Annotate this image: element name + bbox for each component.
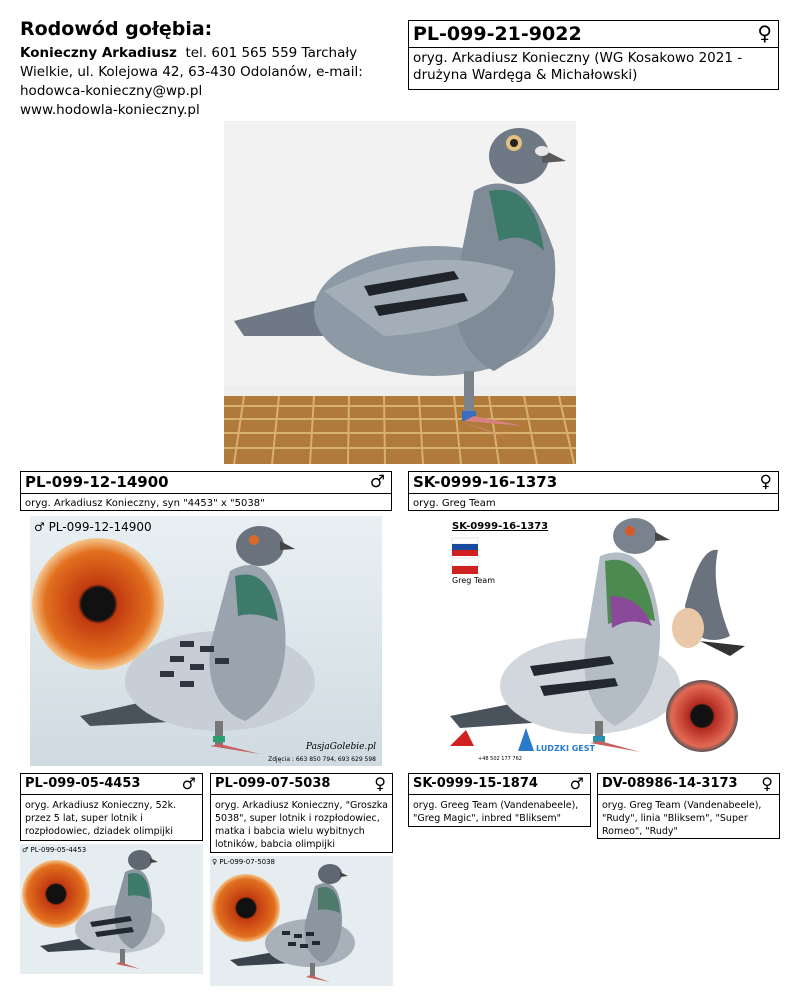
mother-photo-label: SK-0999-16-1373: [452, 521, 549, 532]
maternal-grandmother-description: oryg. Greg Team (Vandenabeele), "Rudy", linia "Bliksem", "Super Romeo", "Rudy": [602, 800, 762, 837]
paternal-grandmother-ring: PL-099-07-5038: [215, 776, 331, 791]
paternal-grandfather-box: [20, 773, 203, 841]
mother-description: oryg. Greg Team: [413, 498, 496, 509]
maternal-grandfather-description: oryg. Greeg Team (Vandenabeele), "Greg Magic", inbred "Bliksem": [413, 800, 579, 824]
father-photo-label: ♂ PL-099-12-14900: [34, 520, 152, 534]
main-ring-number: PL-099-21-9022: [413, 23, 582, 45]
paternal-grandfather-photo-label: ♂ PL-099-05-4453: [22, 846, 87, 854]
male-icon: ♂: [569, 774, 584, 793]
male-icon: ♂: [181, 774, 196, 793]
mother-photo-phone: +48 502 177 762: [478, 756, 522, 762]
mother-photo-logo: LUDZKI GEST: [536, 744, 595, 753]
father-box: [20, 471, 392, 511]
female-icon: ♀: [761, 774, 773, 793]
maternal-grandmother-ring: DV-08986-14-3173: [602, 776, 738, 791]
paternal-grandmother-box: [210, 773, 393, 853]
breeder-website[interactable]: www.hodowla-konieczny.pl: [20, 102, 200, 118]
mother-ring-number: SK-0999-16-1373: [413, 473, 558, 491]
breeder-contact: tel. 601 565 559 Tarchały Wielkie, ul. Kolejowa 42, 63-430 Odolanów, e-mail: hodowca-konieczny@wp.pl: [20, 45, 363, 99]
father-photo-brand: PasjaGolebie.pl: [305, 742, 376, 752]
maternal-grandfather-ring: SK-0999-15-1874: [413, 776, 538, 791]
father-pigeon-photo: [30, 516, 382, 766]
paternal-grandfather-description: oryg. Arkadiusz Konieczny, 52k. przez 5 lat, super lotnik i rozpłodowiec, dziadek olimpijki: [25, 800, 177, 837]
maternal-grandmother-box: [597, 773, 780, 839]
paternal-grandmother-photo: [210, 856, 393, 986]
father-photo-caption: Zdjęcia : 663 850 794, 693 629 598: [268, 756, 376, 763]
father-description: oryg. Arkadiusz Konieczny, syn "4453" x "5038": [25, 498, 265, 509]
paternal-grandfather-photo: [20, 844, 203, 974]
main-description: oryg. Arkadiusz Konieczny (WG Kosakowo 2021 - drużyna Wardęga & Michałowski): [413, 50, 743, 83]
main-pigeon-photo: [224, 121, 576, 464]
male-icon: ♂: [369, 472, 385, 492]
page-title: Rodowód gołębia:: [20, 18, 213, 40]
female-icon: ♀: [759, 472, 772, 492]
paternal-grandfather-ring: PL-099-05-4453: [25, 776, 141, 791]
breeder-name: Konieczny Arkadiusz: [20, 45, 177, 61]
female-icon: ♀: [374, 774, 386, 793]
mother-photo-team: Greg Team: [452, 576, 495, 585]
father-ring-number: PL-099-12-14900: [25, 473, 169, 491]
maternal-grandfather-box: [408, 773, 591, 827]
mother-pigeon-photo: [430, 516, 760, 766]
mother-box: [408, 471, 779, 511]
paternal-grandmother-description: oryg. Arkadiusz Konieczny, "Groszka 5038", super lotnik i rozpłodowiec, matka i babcia wielu wybitnych lotników, babcia olimpijki: [215, 800, 388, 850]
paternal-grandmother-photo-label: ♀ PL-099-07-5038: [212, 858, 276, 866]
breeder-info: [20, 44, 400, 120]
main-pigeon-box: [408, 20, 779, 90]
female-icon: ♀: [757, 21, 772, 45]
